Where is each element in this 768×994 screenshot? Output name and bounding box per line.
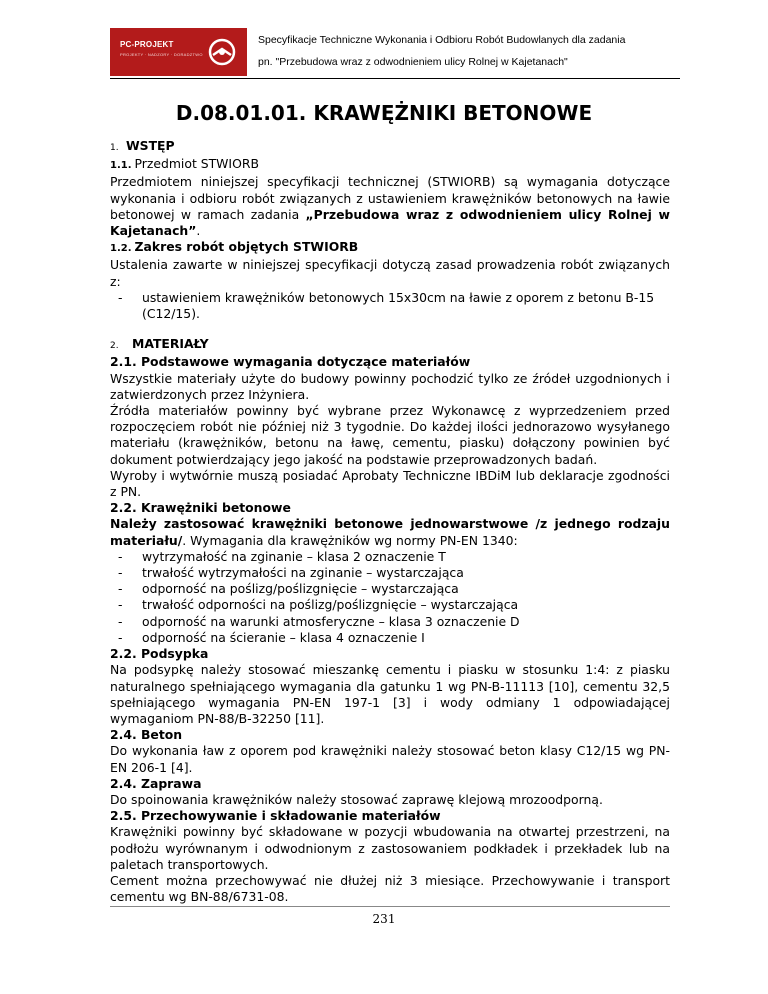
section-title: WSTĘP [126,138,175,153]
subsection-2-1-heading: 2.1. Podstawowe wymagania dotyczące materiałów [110,354,471,370]
section-title: MATERIAŁY [132,336,209,352]
list-item-text: odporność na warunki atmosferyczne – klasa 3 oznaczenie D [142,613,520,629]
paragraph: Ustalenia zawarte w niniejszej specyfikacji dotyczą zasad prowadzenia robót związanych z: [110,257,670,289]
paragraph-text: . Wymagania dla krawężników wg normy PN-EN 1340: [182,532,518,548]
paragraph: Wszystkie materiały użyte do budowy powinny pochodzić tylko ze źródeł uzgodnionych i zatwierdzonych przez Inżyniera. [110,370,670,402]
list-bullet: - [118,613,123,629]
list-item-text: odporność na ścieranie – klasa 4 oznaczenie I [142,629,425,645]
list-item [110,549,670,565]
paragraph [110,174,670,239]
list-bullet: - [118,597,123,613]
subsection-podsypka-heading: 2.2. Podsypka [110,646,209,662]
list-item [110,581,670,597]
paragraph: Wyroby i wytwórnie muszą posiadać Aprobaty Techniczne IBDiM lub deklaracje zgodności z PN. [110,467,670,500]
requirements-list [110,549,670,646]
list-item-text: trwałość odporności na poślizg/poślizgnięcie – wystarczająca [142,597,519,613]
list-bullet: - [118,565,123,581]
section-2-heading [110,336,670,354]
subsection-zaprawa-heading: 2.4. Zaprawa [110,775,202,791]
subsection-1-1-heading [110,156,670,174]
subsection-title: Zakres robót objętych STWIORB [134,239,359,255]
list-bullet: - [118,548,123,564]
header-line-2: pn. "Przebudowa wraz z odwodnieniem ulicy Rolnej w Kajetanach" [258,56,568,68]
subsection-2-2-heading: 2.2. Krawężniki betonowe [110,500,291,516]
header-line-1: Specyfikacje Techniczne Wykonania i Odbioru Robót Budowlanych dla zadania [258,34,626,46]
section-number: 1. [110,143,119,153]
paragraph: Do spoinowania krawężników należy stosować zaprawę klejową mrozoodporną. [110,791,603,807]
list-item-text: trwałość wytrzymałości na zginanie – wystarczająca [142,565,464,581]
paragraph-text: Przedmiotem niniejszej specyfikacji technicznej (STWIORB) są wymagania dotyczące wykonania i odbioru robót związanych z ustawieniem krawężników betonowych na ławie betonowej w ramach zadania [110,174,670,222]
section-1-heading [110,138,670,156]
section-number: 2. [110,341,119,352]
list-item-text: odporność na poślizg/poślizgnięcie – wystarczająca [142,581,459,597]
list-item [110,630,670,646]
subsection-number: 1.1. [110,160,132,172]
list-item [110,614,670,630]
logo-subtext: PROJEKTY · NADZORY · DORADZTWO [120,52,203,57]
list-item [110,290,670,322]
paragraph: Cement można przechowywać nie dłużej niż 3 miesiące. Przechowywanie i transport cementu wg BN-88/6731-08. [110,872,670,905]
paragraph: Źródła materiałów powinny być wybrane przez Wykonawcę z wyprzedzeniem przed rozpoczęciem robót nie później niż 3 tygodnie. Do każdej ilości jednorazowo wysyłanego materiału (krawężników, betonu na ławę, cementu, piasku) dołączony powinien być dokument potwierdzający jego jakość na podstawie przeprowadzonych badań. [110,403,670,467]
list-item [110,597,670,613]
document-body [110,138,670,905]
logo-text: PC-PROJEKT [120,40,174,49]
header-divider [110,78,680,79]
list-item-text: ustawieniem krawężników betonowych 15x30cm na ławie z oporem z betonu B-15 (C12/15). [142,289,655,322]
paragraph: Krawężniki powinny być składowane w pozycji wbudowania na otwartej przestrzeni, na podłożu wyrównanym i odwodnionym z zastosowaniem podkładek i przekładek lub na paletach transportowych. [110,824,670,872]
subsection-title: Przedmiot STWIORB [134,156,259,172]
logo-emblem-icon [207,37,237,67]
paragraph: Na podsypkę należy stosować mieszankę cementu i piasku w stosunku 1:4: z piasku naturalnego spełniającego wymagania dla gatunku 1 wg PN-B-11113 [10], cementu 32,5 spełniającego wymagania PN-EN 197-1 [3] i wody odmiany 1 odpowiadającej wymaganiom PN-88/B-32250 [11]. [110,662,670,726]
page-number: 231 [372,912,396,926]
project-name: „Przebudowa wraz z odwodnieniem ulicy Rolnej w Kajetanach” [110,206,670,239]
document-title: D.08.01.01. KRAWĘŻNIKI BETONOWE [175,101,593,125]
requirement-text: Należy zastosować krawężniki betonowe jednowarstwowe /z jednego rodzaju materiału/ [110,516,670,548]
list-item [110,565,670,581]
subsection-beton-heading: 2.4. Beton [110,727,183,743]
list-bullet: - [118,581,123,597]
subsection-storage-heading: 2.5. Przechowywanie i składowanie materiałów [110,808,441,824]
footer-divider [110,906,670,907]
paragraph-text: . [196,223,201,239]
paragraph: Do wykonania ław z oporem pod krawężniki należy stosować beton klasy C12/15 wg PN-EN 206-1 [4]. [110,743,670,775]
subsection-1-2-heading [110,239,670,257]
list-bullet: - [118,289,123,305]
company-logo [110,28,247,76]
list-bullet: - [118,629,123,645]
page-header [110,28,680,78]
subsection-number: 1.2. [110,243,132,255]
paragraph [110,516,670,548]
list-item-text: wytrzymałość na zginanie – klasa 2 oznaczenie T [142,548,446,564]
